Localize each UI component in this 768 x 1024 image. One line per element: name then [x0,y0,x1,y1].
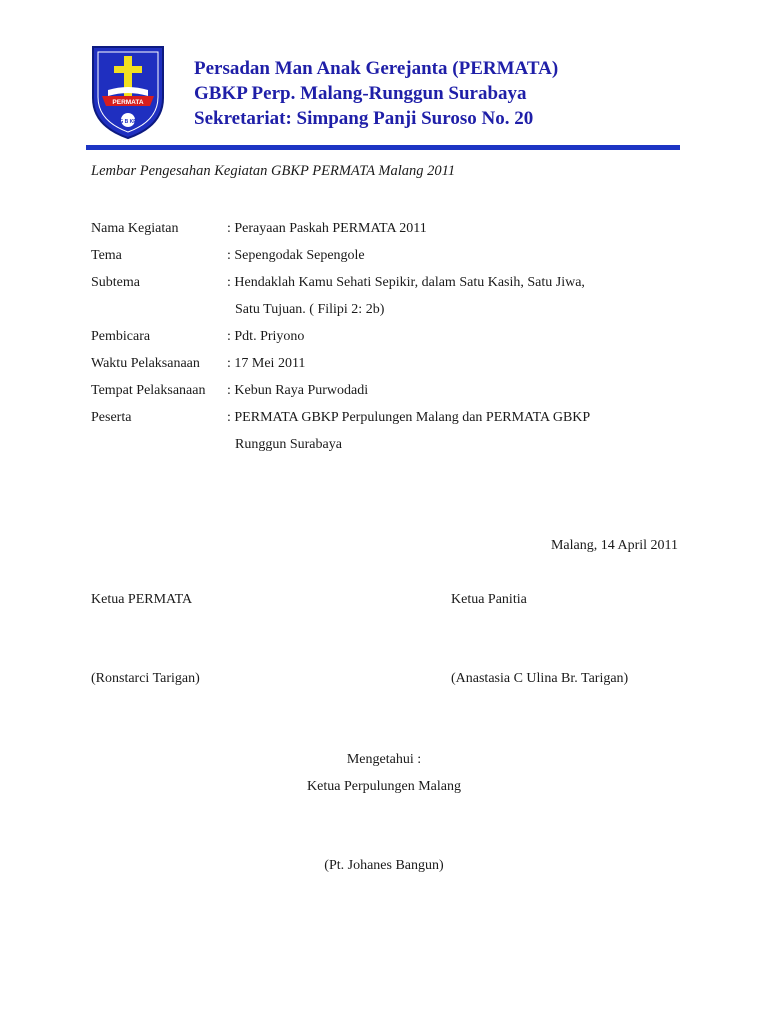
signature-right-title: Ketua Panitia [451,592,527,607]
field-value: : Pdt. Priyono [227,329,305,344]
place-date: Malang, 14 April 2011 [550,538,678,553]
header-divider [86,145,680,150]
field-value: : Sepengodak Sepengole [227,248,365,263]
field-row [91,350,691,377]
field-label: Nama Kegiatan [91,221,179,236]
field-label: Tema [91,248,122,263]
field-label: Peserta [91,410,132,425]
field-label: Waktu Pelaksanaan [91,356,200,371]
field-row [91,215,691,242]
signature-right-name: (Anastasia C Ulina Br. Tarigan) [451,671,629,686]
field-value: : Kebun Raya Purwodadi [227,383,369,398]
church-crest-icon [90,44,166,140]
field-row [91,323,691,350]
org-name-line: Persadan Man Anak Gerejanta (PERMATA) [194,58,559,79]
field-row [91,269,691,323]
signature-center-title: Ketua Perpulungen Malang [307,779,461,794]
signature-left-name: (Ronstarci Tarigan) [91,671,200,686]
field-value: : Perayaan Paskah PERMATA 2011 [227,221,427,236]
org-branch-line: GBKP Perp. Malang-Runggun Surabaya [194,83,527,104]
field-label: Subtema [91,275,140,290]
acknowledge-label: Mengetahui : [346,752,422,767]
field-label: Pembicara [91,329,151,344]
logo-banner-text: PERMATA [112,99,144,106]
signature-center-name: (Pt. Johanes Bangun) [324,858,444,873]
field-value: : 17 Mei 2011 [227,356,306,371]
org-secretariat-line: Sekretariat: Simpang Panji Suroso No. 20 [194,108,534,129]
field-row [91,242,691,269]
field-label: Tempat Pelaksanaan [91,383,206,398]
field-row [91,404,691,458]
field-value: : Hendaklah Kamu Sehati Sepikir, dalam Satu Kasih, Satu Jiwa, Satu Tujuan. ( Filipi 2: 2b) [227,275,585,317]
logo-base-text: G B KP [119,119,137,125]
document-title: Lembar Pengesahan Kegiatan GBKP PERMATA Malang 2011 [91,163,456,179]
signature-left-title: Ketua PERMATA [91,592,193,607]
activity-fields [91,215,691,458]
organization-header [194,56,558,131]
field-value: : PERMATA GBKP Perpulungen Malang dan PERMATA GBKP Runggun Surabaya [227,410,591,452]
field-row [91,377,691,404]
